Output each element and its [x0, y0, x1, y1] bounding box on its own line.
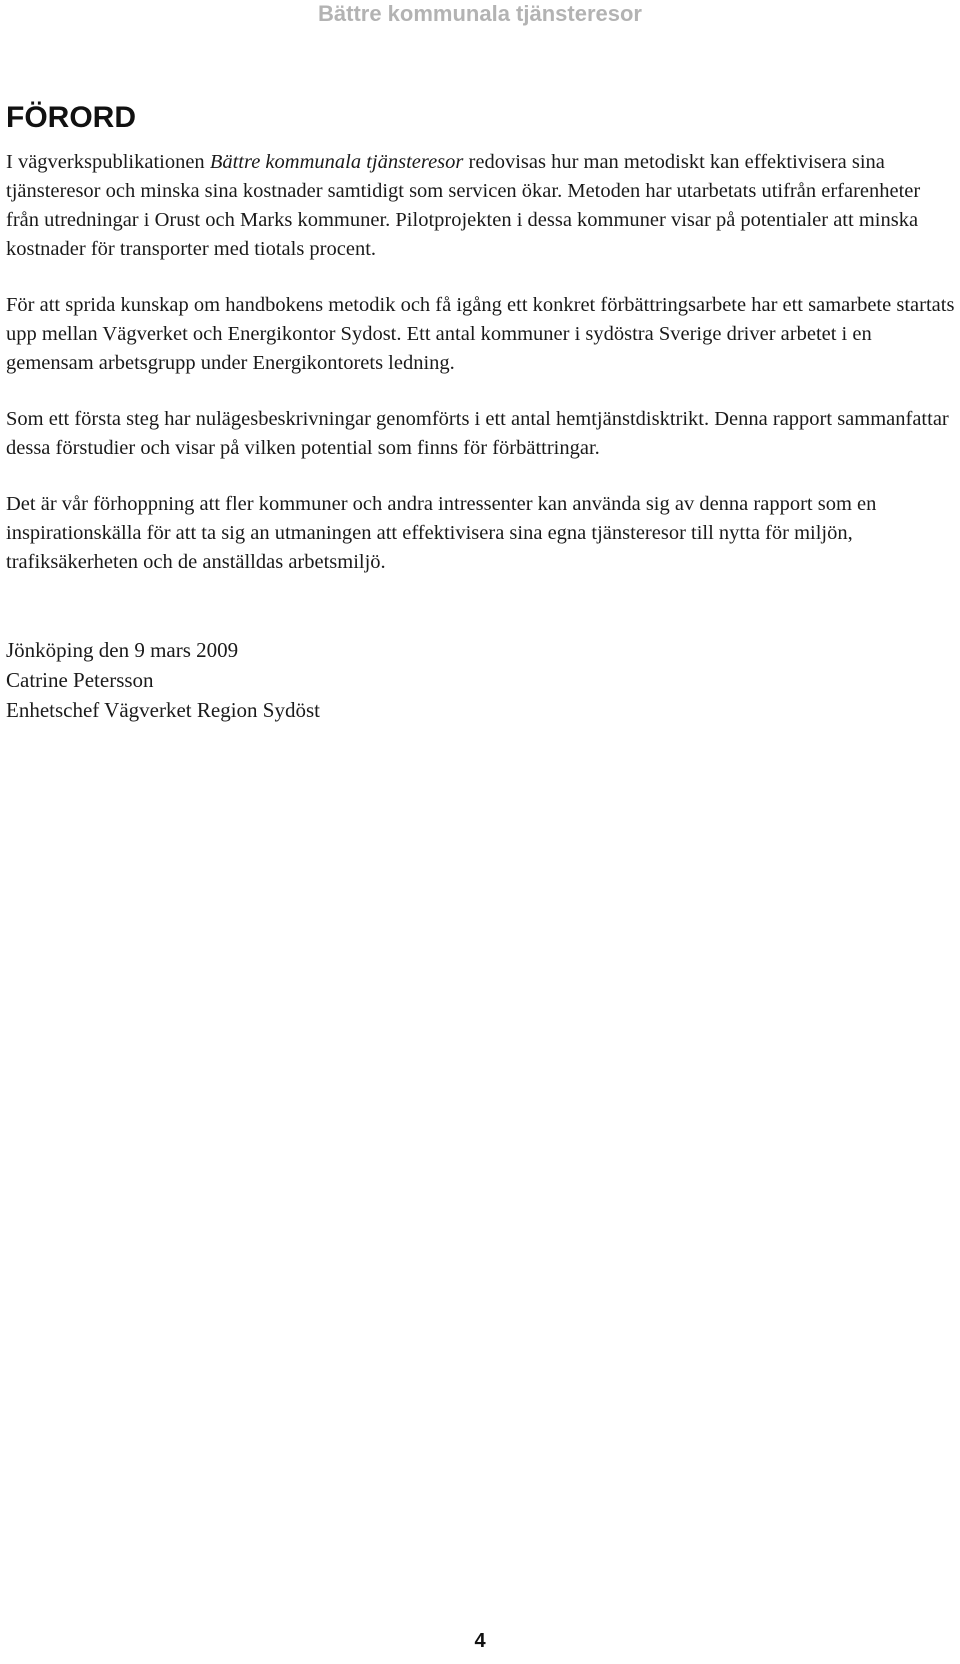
document-body [6, 100, 956, 725]
paragraph-first-step: Som ett första steg har nulägesbeskrivningar genomförts i ett antal hemtjänstdisktrikt. Denna rapport sammanfattar dessa förstudier och visar på vilken potential som finns för förbättringar. [6, 408, 949, 459]
paragraph-hope: Det är vår förhoppning att fler kommuner och andra intressenter kan använda sig av denna rapport som en inspirationskälla för att ta sig an utmaningen att effektivisera sina egna tjänsteresor till nytta för miljön, trafiksäkerheten och de anställdas arbetsmiljö. [6, 493, 877, 573]
signature-name: Catrine Petersson [6, 668, 154, 692]
running-header: Bättre kommunala tjänsteresor [318, 1, 642, 26]
publication-title: Bättre kommunala tjänsteresor [209, 151, 464, 173]
signature-block [6, 635, 956, 725]
paragraph-intro [6, 148, 956, 264]
page-number: 4 [474, 1630, 486, 1652]
signature-place-date: Jönköping den 9 mars 2009 [6, 638, 239, 662]
signature-role: Enhetschef Vägverket Region Sydöst [6, 698, 320, 722]
intro-text-rest: redovisas hur man metodiskt kan effektivisera sina tjänsteresor och minska sina kostnader samtidigt som servicen ökar. Metoden har utarbetats utifrån erfarenheter från utredningar i Orust och Marks kommuner. Pilotprojekten i dessa kommuner visar på potentialer att minska kostnader för transporter med tiotals procent. [6, 151, 921, 260]
paragraph-collaboration: För att sprida kunskap om handbokens metodik och få igång ett konkret förbättringsarbete har ett samarbete startats upp mellan Vägverket och Energikontor Sydost. Ett antal kommuner i sydöstra Sverige driver arbetet i en gemensam arbetsgrupp under Energikontorets ledning. [6, 294, 955, 374]
intro-text-start: I vägverkspublikationen [6, 151, 210, 173]
section-title: FÖRORD [6, 101, 136, 134]
